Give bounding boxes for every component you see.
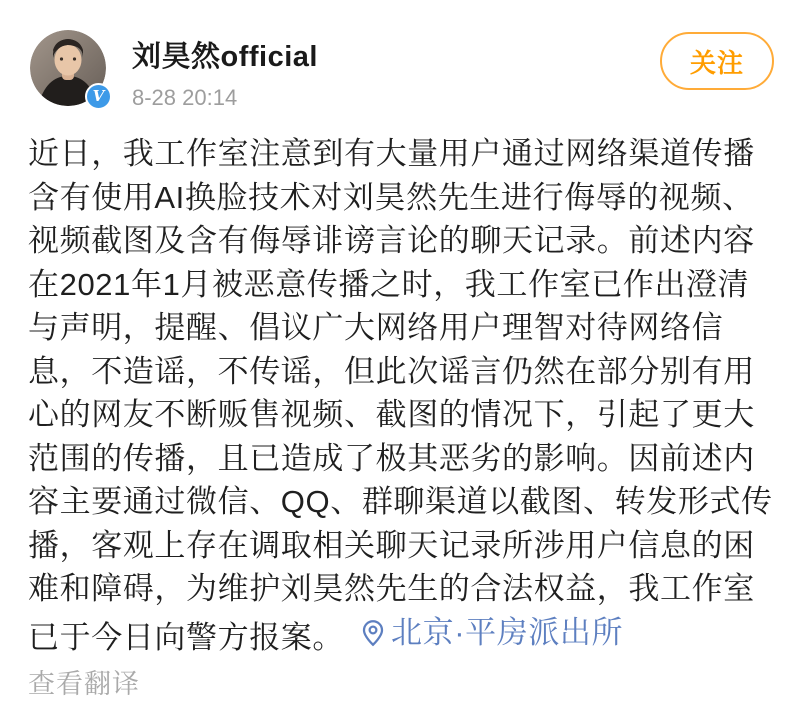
username[interactable]: 刘昊然official [132, 41, 318, 73]
post-text-line: 息，不造谣，不传谣，但此次谣言仍然在部分别有用 [28, 353, 755, 389]
post-text-line: 容主要通过微信、QQ、群聊渠道以截图、转发形式传 [28, 484, 773, 519]
post-text-line: 近日，我工作室注意到有大量用户通过网络渠道传播 [28, 136, 755, 171]
post-text-line: 含有使用AI换脸技术对刘昊然先生进行侮辱的视频、 [28, 179, 754, 215]
post-body [28, 132, 776, 659]
post-text-line: 已于今日向警方报案。 [28, 619, 344, 655]
follow-button[interactable]: 关注 [660, 32, 774, 90]
location-label: 北京·平房派出所 [391, 614, 624, 650]
identity-block [132, 34, 318, 111]
post-text-line: 心的网友不断贩售视频、截图的情况下，引起了更大 [28, 397, 755, 432]
view-translation-link[interactable]: 查看翻译 [28, 669, 140, 699]
post-text-last-line [28, 611, 776, 659]
post-header [30, 30, 774, 108]
post-text-line: 在2021年1月被恶意传播之时，我工作室已作出澄清 [28, 266, 750, 302]
post-text-line: 视频截图及含有侮辱诽谤言论的聊天记录。前述内容 [28, 223, 755, 258]
location-pin-icon [358, 618, 388, 648]
location-link[interactable] [358, 611, 623, 655]
post-text-line: 播，客观上存在调取相关聊天记录所涉用户信息的困 [28, 527, 755, 563]
post-text-line: 范围的传播，且已造成了极其恶劣的影响。因前述内 [28, 440, 755, 476]
post-text-line: 难和障碍，为维护刘昊然先生的合法权益，我工作室 [28, 571, 755, 606]
verified-badge-icon: V [85, 83, 112, 110]
timestamp: 8-28 20:14 [132, 85, 238, 110]
avatar[interactable] [30, 30, 106, 106]
post-text-line: 与声明，提醒、倡议广大网络用户理智对待网络信 [28, 310, 724, 345]
